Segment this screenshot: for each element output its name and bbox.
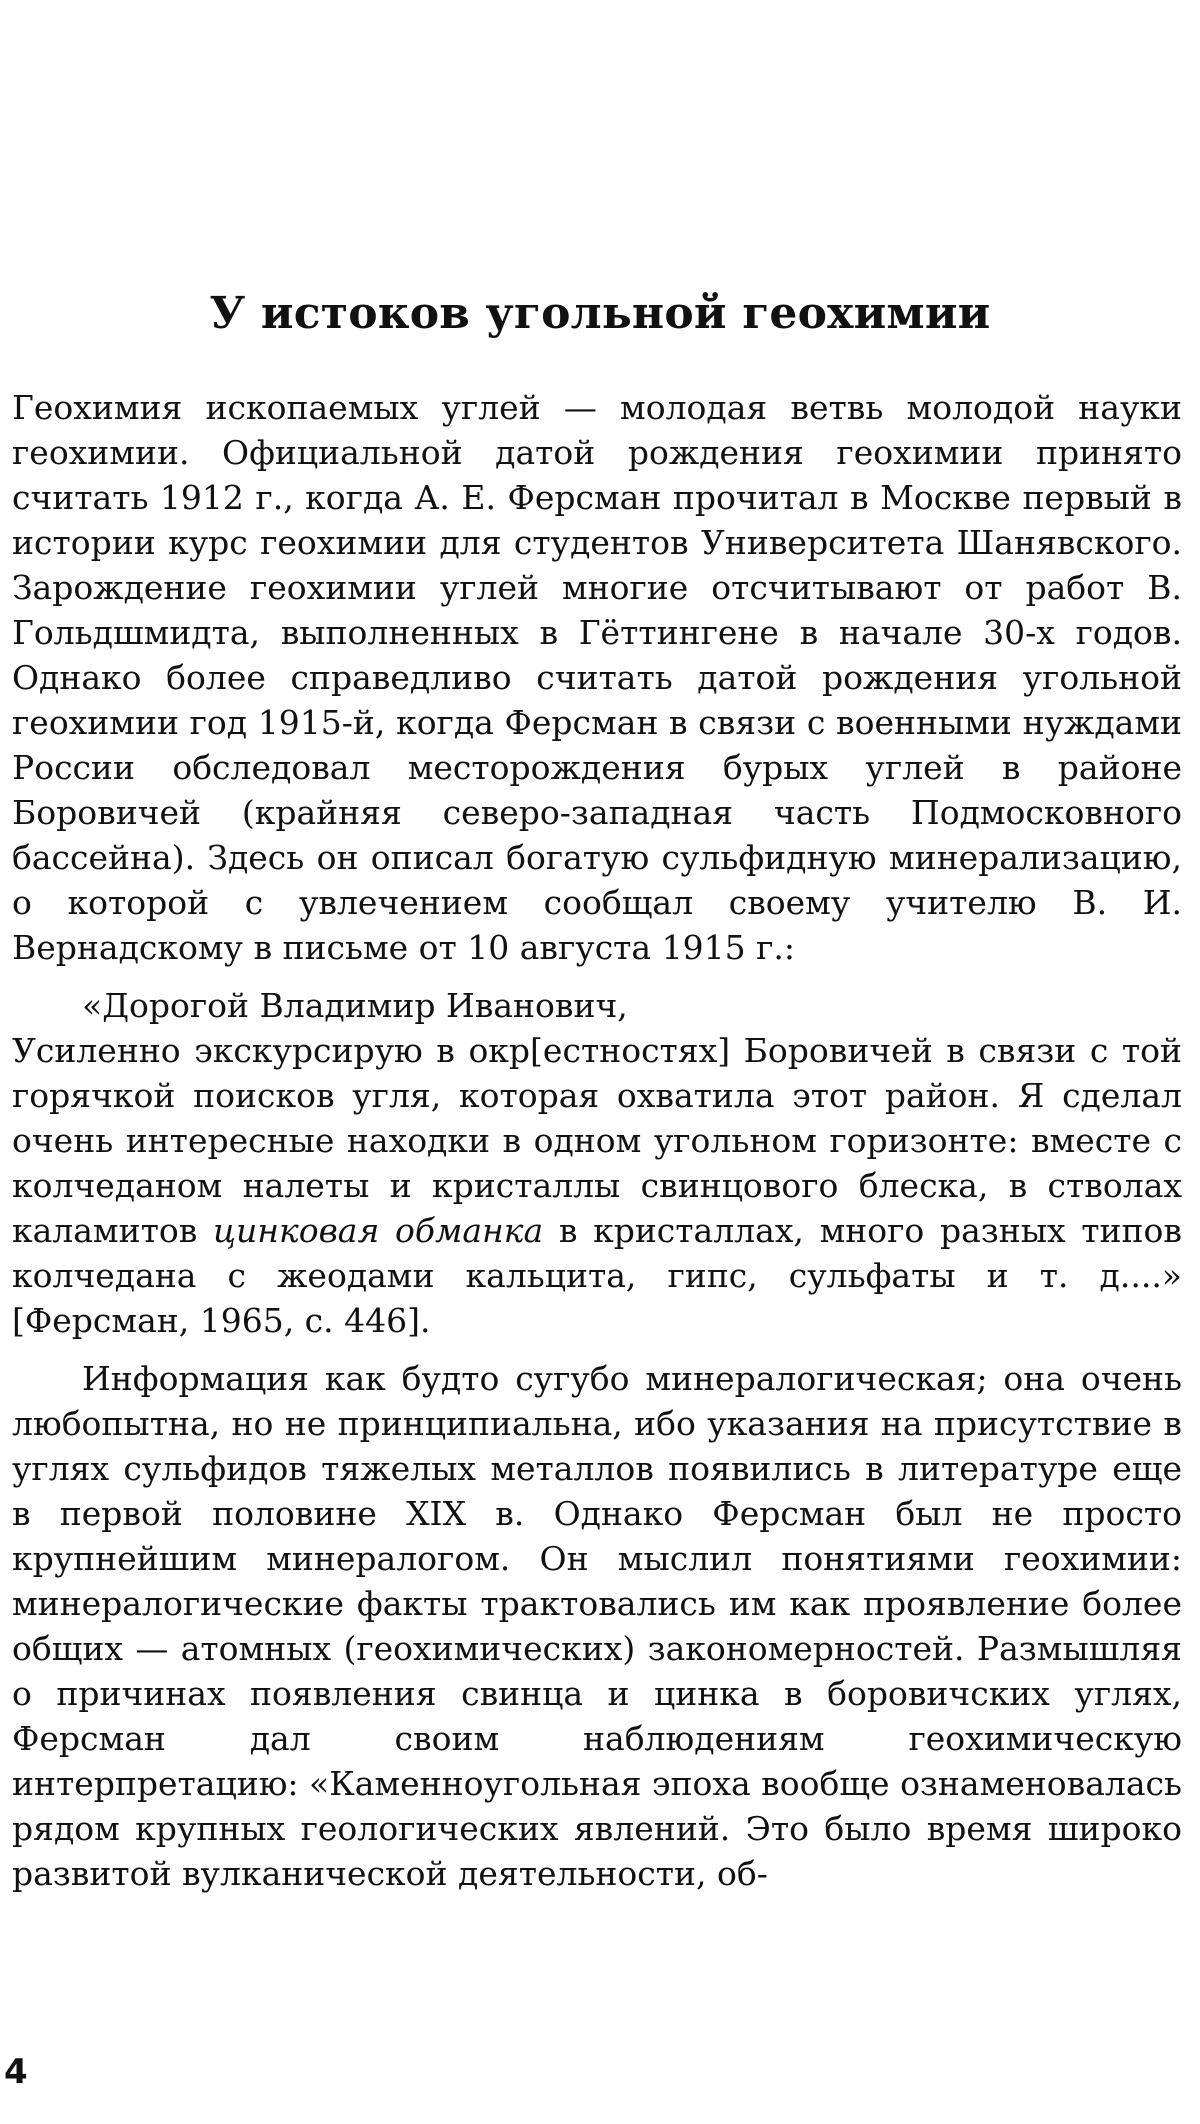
paragraph-interpretation: Информация как будто сугубо минералогическая; она очень любопытна, но не принципиальна, ибо указания на присутствие в углях сульфидов тяжелых металлов появились в литературе еще в первой половине XIX в. Однако Ферсман был не просто крупнейшим минералогом. Он мыслил понятиями геохимии: минералогические факты трактовались им как проявление более общих — атомных (геохимических) закономерностей. Размышляя о причинах появления свинца и цинка в боровичских углях, Ферсман дал своим наблюдениям геохимическую интерпретацию: «Каменноугольная эпоха вообще ознаменовалась рядом крупных геологических явлений. Это было время широко развитой вулканической деятельности, об-	[12, 1359, 1182, 1893]
page-number: 4	[4, 2052, 28, 2092]
quote-text-after: в кристаллах, много разных типов колчедана с жеодами кальцита, гипс, сульфаты и т. д....» [Ферсман, 1965, с. 446].	[12, 1211, 1182, 1340]
page-title: У истоков угольной геохимии	[209, 288, 991, 339]
body-text	[12, 385, 1182, 1896]
letter-quote	[12, 1028, 1182, 1343]
letter-salutation: «Дорогой Владимир Иванович,	[82, 986, 628, 1025]
quote-text-before: Усиленно экскурсирую в окр[естностях] Боровичей в связи с той горячкой поисков угля, которая охватила этот район. Я сделал очень интересные находки в одном угольном горизонте: вместе с колчеданом налеты и кристаллы свинцового блеска, в стволах каламитов	[12, 1031, 1182, 1250]
paragraph-intro: Геохимия ископаемых углей — молодая ветвь молодой науки геохимии. Официальной датой рождения геохимии принято считать 1912 г., когда А. Е. Ферсман прочитал в Москве первый в истории курс геохимии для студентов Университета Шанявского. Зарождение геохимии углей многие отсчитывают от работ В. Гольдшмидта, выполненных в Гёттингене в начале 30-х годов. Однако более справедливо считать датой рождения угольной геохимии год 1915-й, когда Ферсман в связи с военными нуждами России обследовал месторождения бурых углей в районе Боровичей (крайняя северо-западная часть Подмосковного бассейна). Здесь он описал богатую сульфидную минерализацию, о которой с увлечением сообщал своему учителю В. И. Вернадскому в письме от 10 августа 1915 г.:	[12, 388, 1182, 967]
quote-italic-term: цинковая обманка	[212, 1211, 544, 1250]
